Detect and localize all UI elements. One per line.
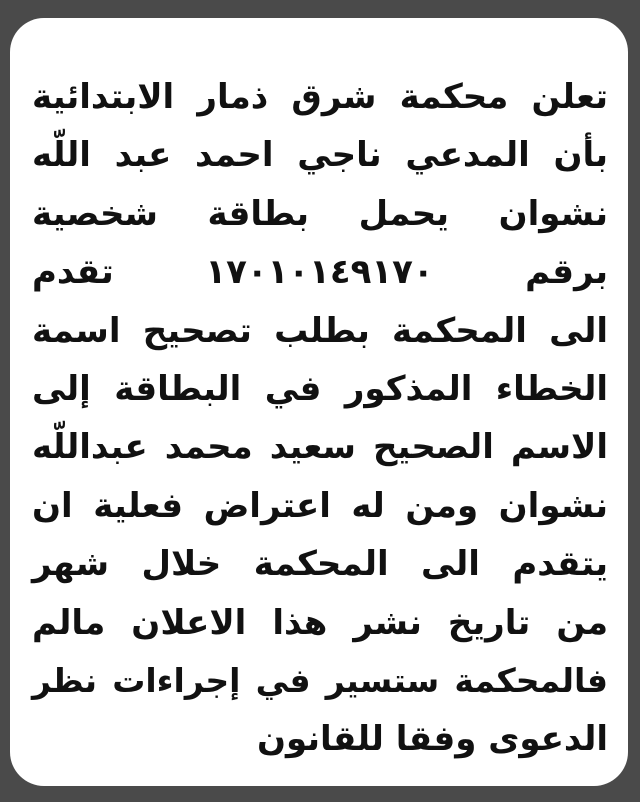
notice-line: برقم ١٧٠١٠١٤٩١٧٠ تقدم (32, 252, 608, 293)
notice-line: نشوان ومن له اعتراض فعلية ان (32, 485, 608, 526)
notice-line: الدعوى وفقا للقانون (256, 719, 608, 760)
notice-text (32, 68, 608, 769)
notice-card (10, 18, 628, 786)
notice-line: الى المحكمة بطلب تصحيح اسمة (32, 310, 608, 351)
notice-line: الخطاء المذكور في البطاقة إلى (32, 368, 608, 409)
notice-line: الاسم الصحيح سعيد محمد عبداللّه (32, 427, 608, 468)
notice-line: تعلن محكمة شرق ذمار الابتدائية (32, 77, 608, 117)
notice-line: فالمحكمة ستسير في إجراءات نظر (32, 660, 608, 700)
notice-line: بأن المدعي ناجي احمد عبد اللّه (32, 135, 608, 176)
notice-line: نشوان يحمل بطاقة شخصية (32, 193, 608, 234)
notice-line: يتقدم الى المحكمة خلال شهر (32, 544, 608, 585)
notice-line: من تاريخ نشر هذا الاعلان مالم (32, 602, 608, 643)
